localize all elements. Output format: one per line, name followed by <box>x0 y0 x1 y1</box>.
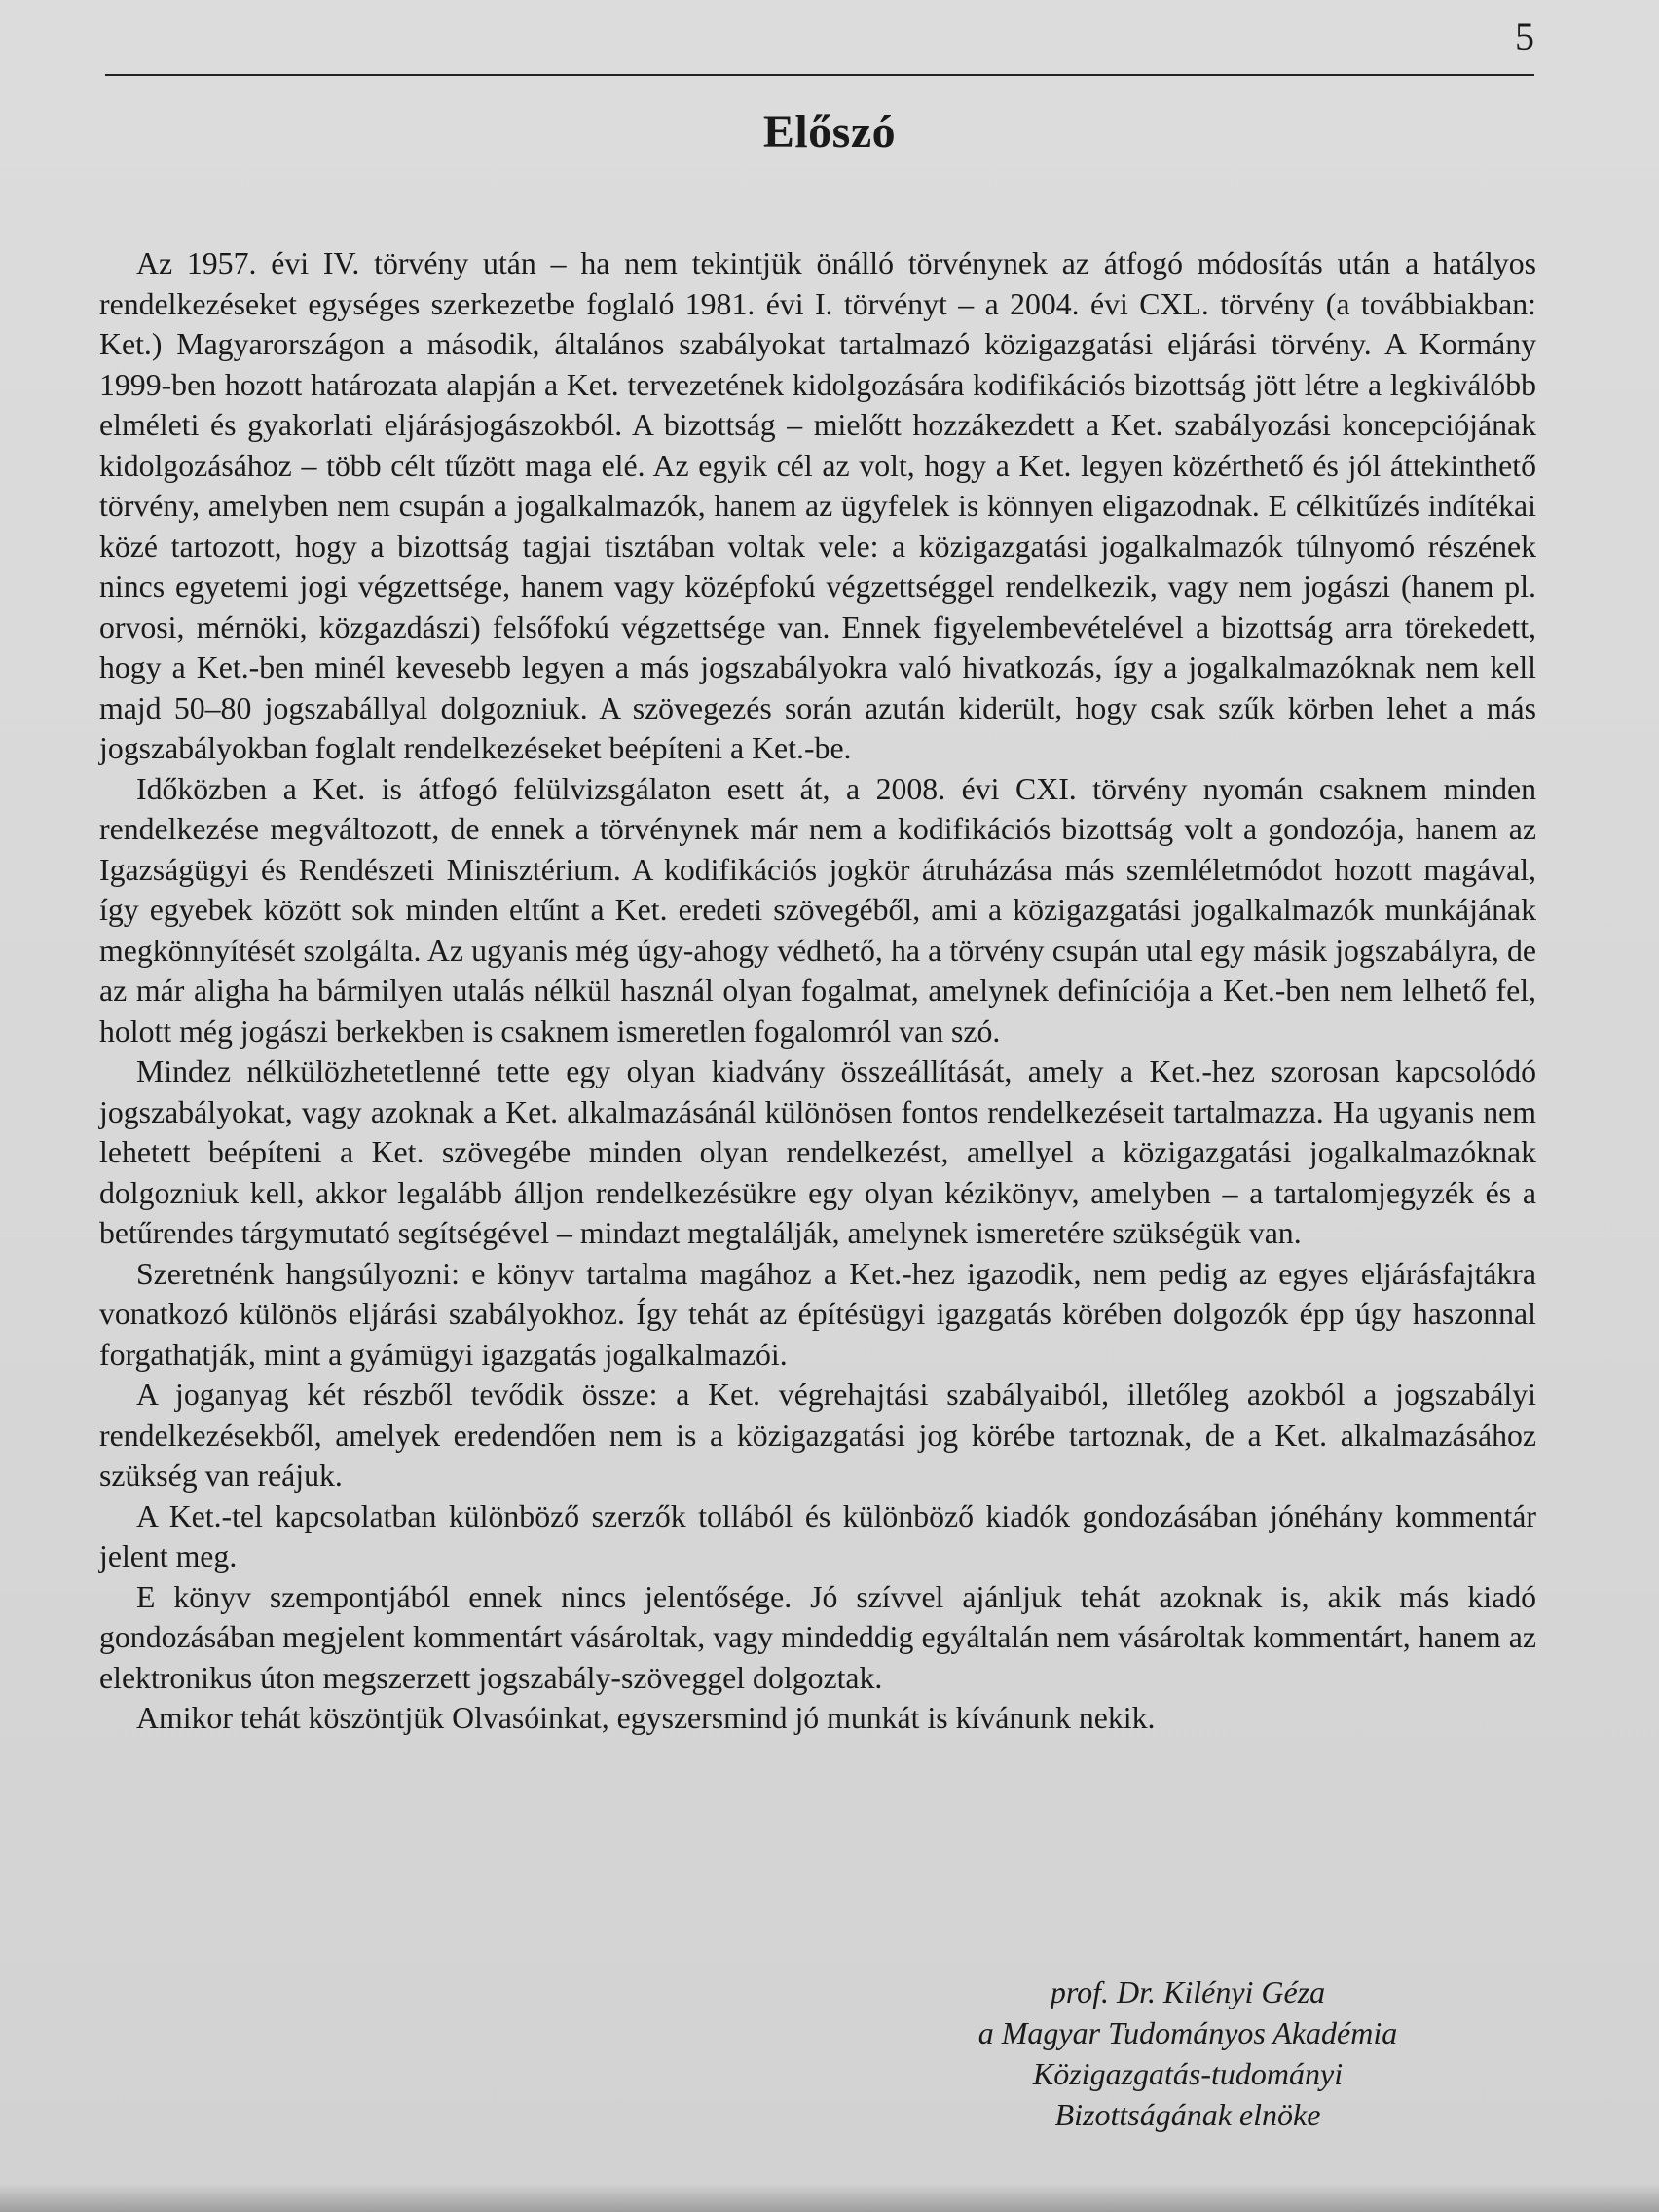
signature-name: prof. Dr. Kilényi Géza <box>1050 1974 1326 2009</box>
page-number: 5 <box>1515 15 1534 58</box>
paragraph-6: A Ket.-tel kapcsolatban különböző szerzők tollából és különböző kiadók gondozásában jónéhány kommentár jelent meg. <box>99 1498 1536 1573</box>
preface-body <box>99 243 1536 1739</box>
signature-block <box>876 1972 1499 2135</box>
signature-affiliation-1: a Magyar Tudományos Akadémia <box>977 2015 1398 2050</box>
paragraph-3: Mindez nélkülözhetetlenné tette egy olyan kiadvány összeállítását, amely a Ket.-hez szorosan kapcsolódó jogszabályokat, vagy azoknak a Ket. alkalmazásánál különösen fontos rendelkezéseit tartalmazza. Ha ugyanis nem lehetett beépíteni a Ket. szövegébe minden olyan rendelkezést, amellyel a közigazgatási jogalkalmazóknak dolgozniuk kell, akkor legalább álljon rendelkezésükre egy olyan kézikönyv, amelyben – a tartalomjegyzék és a betűrendes tárgymutató segítségével – mindazt megtalálják, amelynek ismeretére szükségük van. <box>99 1054 1536 1250</box>
paragraph-7: E könyv szempontjából ennek nincs jelentősége. Jó szívvel ajánljuk tehát azoknak is, akik más kiadó gondozásában megjelent kommentárt vásároltak, vagy mindeddig egyáltalán nem vásároltak kommentárt, hanem az elektronikus úton megszerzett jogszabály-szöveggel dolgoztak. <box>99 1579 1536 1695</box>
page-title: Előszó <box>762 106 897 158</box>
paragraph-8: Amikor tehát köszöntjük Olvasóinkat, egyszersmind jó munkát is kívánunk nekik. <box>136 1701 1156 1735</box>
paragraph-1: Az 1957. évi IV. törvény után – ha nem tekintjük önálló törvénynek az átfogó módosítás után a hatályos rendelkezéseket egységes szerkezetbe foglaló 1981. évi I. törvényt – a 2004. évi CXL. törvény (a továbbiakban: Ket.) Magyarországon a második, általános szabályokat tartalmazó közigazgatási eljárási törvény. A Kormány 1999-ben hozott határozata alapján a Ket. tervezetének kidolgozására kodifikációs bizottság jött létre a legkiválóbb elméleti és gyakorlati eljárásjogászokból. A bizottság – mielőtt hozzákezdett a Ket. szabályozási koncepciójának kidolgozásához – több célt tűzött maga elé. Az egyik cél az volt, hogy a Ket. legyen közérthető és jól áttekinthető törvény, amelyben nem csupán a jogalkalmazók, hanem az ügyfelek is könnyen eligazodnak. E célkitűzés indítékai közé tartozott, hogy a bizottság tagjai tisztában voltak vele: a közigazgatási jogalkalmazók túlnyomó részének nincs egyetemi jogi végzettsége, hanem vagy középfokú végzettséggel rendelkezik, vagy nem jogászi (hanem pl. orvosi, mérnöki, közgazdászi) felsőfokú végzettsége van. Ennek figyelembevételével a bizottság arra törekedett, hogy a Ket.-ben minél kevesebb legyen a más jogszabályokra való hivatkozás, így a jogalkalmazóknak nem kell majd 50–80 jogszabállyal dolgozniuk. A szövegezés során azután kiderült, hogy csak szűk körben lehet a más jogszabályokban foglalt rendelkezéseket beépíteni a Ket.-be. <box>99 246 1536 765</box>
paragraph-5: A joganyag két részből tevődik össze: a Ket. végrehajtási szabályaiból, illetőleg azokból a jogszabályi rendelkezésekből, amelyek eredendően nem is a közigazgatási jog körébe tartoznak, de a Ket. alkalmazásához szükség van reájuk. <box>99 1378 1536 1493</box>
paragraph-2: Időközben a Ket. is átfogó felülvizsgálaton esett át, a 2008. évi CXI. törvény nyomán csaknem minden rendelkezése megváltozott, de ennek a törvénynek már nem a kodifikációs bizottság volt a gondozója, hanem az Igazságügyi és Rendészeti Minisztérium. A kodifikációs jogkör átruházása más szemléletmódot hozott magával, így egyebek között sok minden eltűnt a Ket. eredeti szövegéből, ami a közigazgatási jogalkalmazók munkájának megkönnyítését szolgálta. Az ugyanis még úgy-ahogy védhető, ha a törvény csupán utal egy másik jogszabályra, de az már aligha ha bármilyen utalás nélkül használ olyan fogalmat, amelynek definíciója a Ket.-ben nem lelhető fel, holott még jogászi berkekben is csaknem ismeretlen fogalomról van szó. <box>99 771 1536 1049</box>
signature-role: Bizottságának elnöke <box>1054 2097 1321 2132</box>
signature-affiliation-2: Közigazgatás-tudományi <box>1032 2056 1344 2091</box>
header-rule <box>105 74 1534 76</box>
paragraph-4: Szeretnénk hangsúlyozni: e könyv tartalma magához a Ket.-hez igazodik, nem pedig az egyes eljárásfajtákra vonatkozó különös eljárási szabályokhoz. Így tehát az építésügyi igazgatás körében dolgozók épp úgy haszonnal forgathatják, mint a gyámügyi igazgatás jogalkalmazói. <box>99 1256 1536 1372</box>
page-bottom-shadow <box>0 2183 1659 2212</box>
